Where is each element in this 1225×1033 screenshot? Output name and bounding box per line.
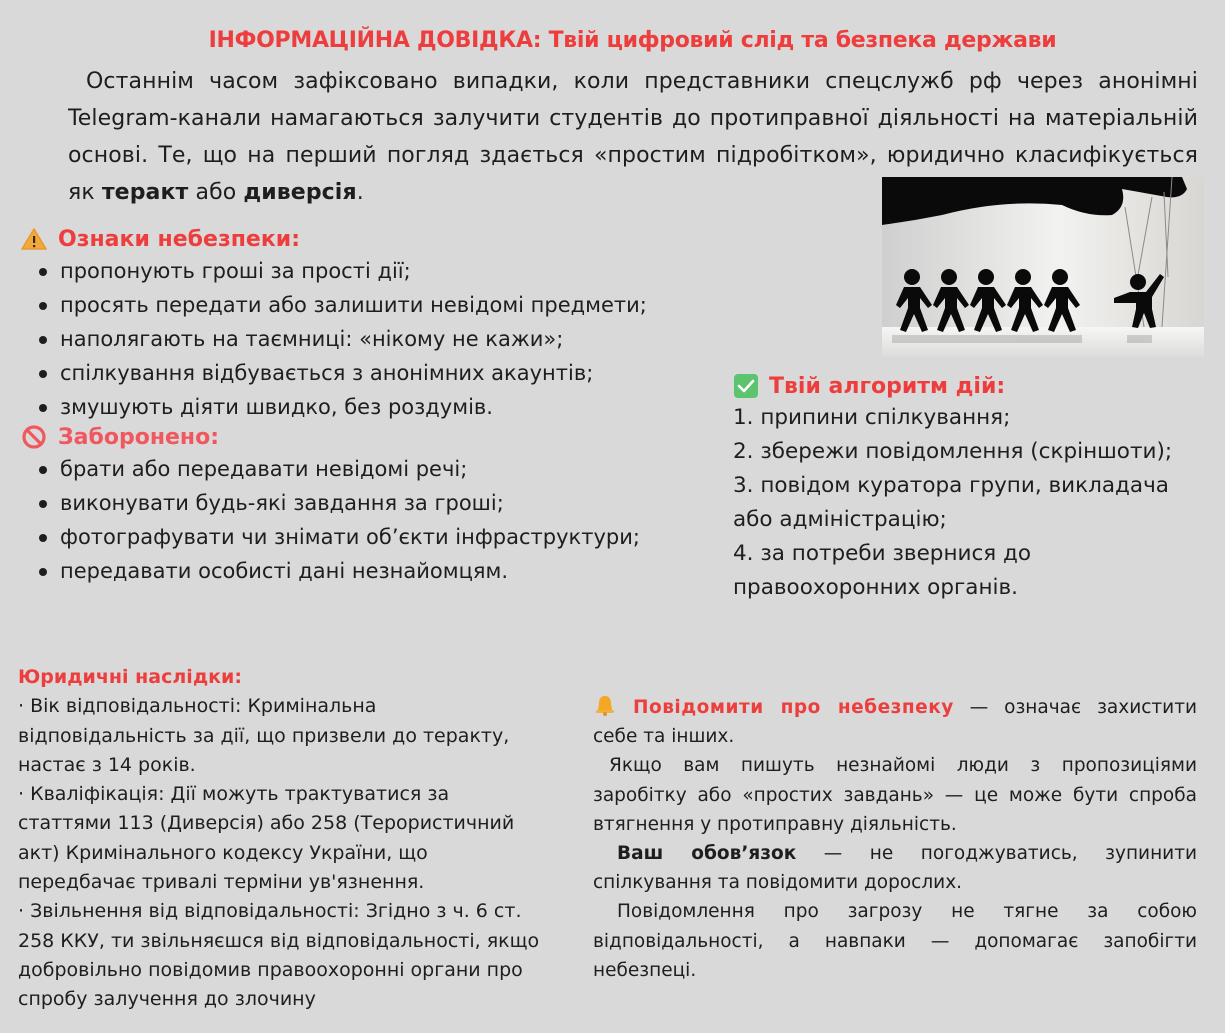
danger-signs-title: Ознаки небезпеки: — [58, 226, 300, 252]
danger-signs-list — [20, 254, 680, 424]
legal-item: · Вік відповідальності: Кримінальна відповідальність за дії, що призвели до теракту, настає з 14 років. — [18, 695, 510, 776]
notice-duty — [593, 839, 1197, 897]
list-item: просять передати або залишити невідомі предмети; — [20, 288, 680, 322]
list-item: наполягають на таємниці: «нікому не кажи»; — [20, 322, 680, 356]
intro-bold-diversiya: диверсія — [243, 180, 357, 205]
algorithm-heading — [733, 373, 1213, 399]
algorithm-section — [733, 373, 1213, 605]
puppet-illustration — [882, 177, 1204, 357]
people-chain — [896, 269, 1164, 332]
puppet-hand-icon — [882, 177, 1204, 357]
notice-lead-rest: — означає захистити себе та інших. — [593, 697, 1197, 748]
forbidden-heading — [20, 424, 680, 450]
warning-icon — [20, 226, 48, 252]
intro-middle: або — [188, 180, 244, 205]
list-item: змушують діяти швидко, без роздумів. — [20, 390, 680, 424]
algorithm-steps — [733, 401, 1203, 605]
notice-paragraph: Якщо вам пишуть незнайомі люди з пропозиціями заробітку або «простих завдань» — це може бути спроба втягнення у протиправну діяльність. — [593, 755, 1197, 835]
list-item: брати або передавати невідомі речі; — [20, 452, 680, 486]
check-box-icon — [733, 373, 759, 399]
algorithm-step: 3. повідом куратора групи, викладача або адміністрацію; — [733, 473, 1169, 532]
danger-signs-section — [20, 226, 680, 588]
legal-item: · Звільнення від відповідальності: Згідно з ч. 6 ст. 258 ККУ, ти звільняєшся від відповідальності, якщо добровільно повідомив правоохоронні органи про спробу залучення до злочину — [18, 900, 540, 1011]
notice-paragraph: Повідомлення про загрозу не тягне за собою відповідальності, а навпаки — допомагає запобігти небезпеці. — [593, 901, 1197, 981]
algorithm-step: 2. збережи повідомлення (скріншоти); — [733, 439, 1173, 464]
notice-duty-rest: — не погоджуватись, зупинити спілкування та повідомити дорослих. — [593, 843, 1197, 894]
legal-heading: Юридичні наслідки: — [18, 666, 242, 688]
prohibited-icon — [20, 424, 48, 450]
forbidden-title: Заборонено: — [58, 424, 220, 450]
legal-section — [18, 663, 548, 1015]
intro-text: Останнім часом зафіксовано випадки, коли представники спецслужб рф через анонімні Telegram-канали намагаються залучити студентів до протиправної діяльності на матеріальній основі. Те, що на перший погляд здається «простим підробітком», юридично класифікується як — [68, 69, 1198, 205]
notice-lead-bold: Повідомити про небезпеку — [633, 697, 954, 718]
algorithm-title: Твій алгоритм дій: — [769, 373, 1006, 399]
notice-section — [593, 693, 1197, 985]
intro-bold-terakt: теракт — [101, 180, 189, 205]
list-item: фотографувати чи знімати об’єкти інфраструктури; — [20, 520, 680, 554]
list-item: пропонують гроші за прості дії; — [20, 254, 680, 288]
algorithm-step: 4. за потреби звернися до правоохоронних органів. — [733, 541, 1032, 600]
notice-duty-bold: Ваш обов’язок — [617, 843, 797, 865]
list-item: передавати особисті дані незнайомцям. — [20, 554, 680, 588]
notice-lead — [593, 693, 1197, 751]
intro-end: . — [356, 180, 364, 205]
danger-signs-heading — [20, 226, 680, 252]
list-item: спілкування відбувається з анонімних акаунтів; — [20, 356, 680, 390]
list-item: виконувати будь-які завдання за гроші; — [20, 486, 680, 520]
page-title: ІНФОРМАЦІЙНА ДОВІДКА: Твій цифровий слід та безпека держави — [208, 28, 1057, 53]
forbidden-list — [20, 452, 680, 588]
legal-item: · Кваліфікація: Дії можуть трактуватися за статтями 113 (Диверсія) або 258 (Терористичний акт) Кримінального кодексу України, що передбачає тривалі терміни ув'язнення. — [18, 783, 515, 894]
algorithm-step: 1. припини спілкування; — [733, 405, 1011, 430]
bell-icon — [593, 694, 617, 716]
